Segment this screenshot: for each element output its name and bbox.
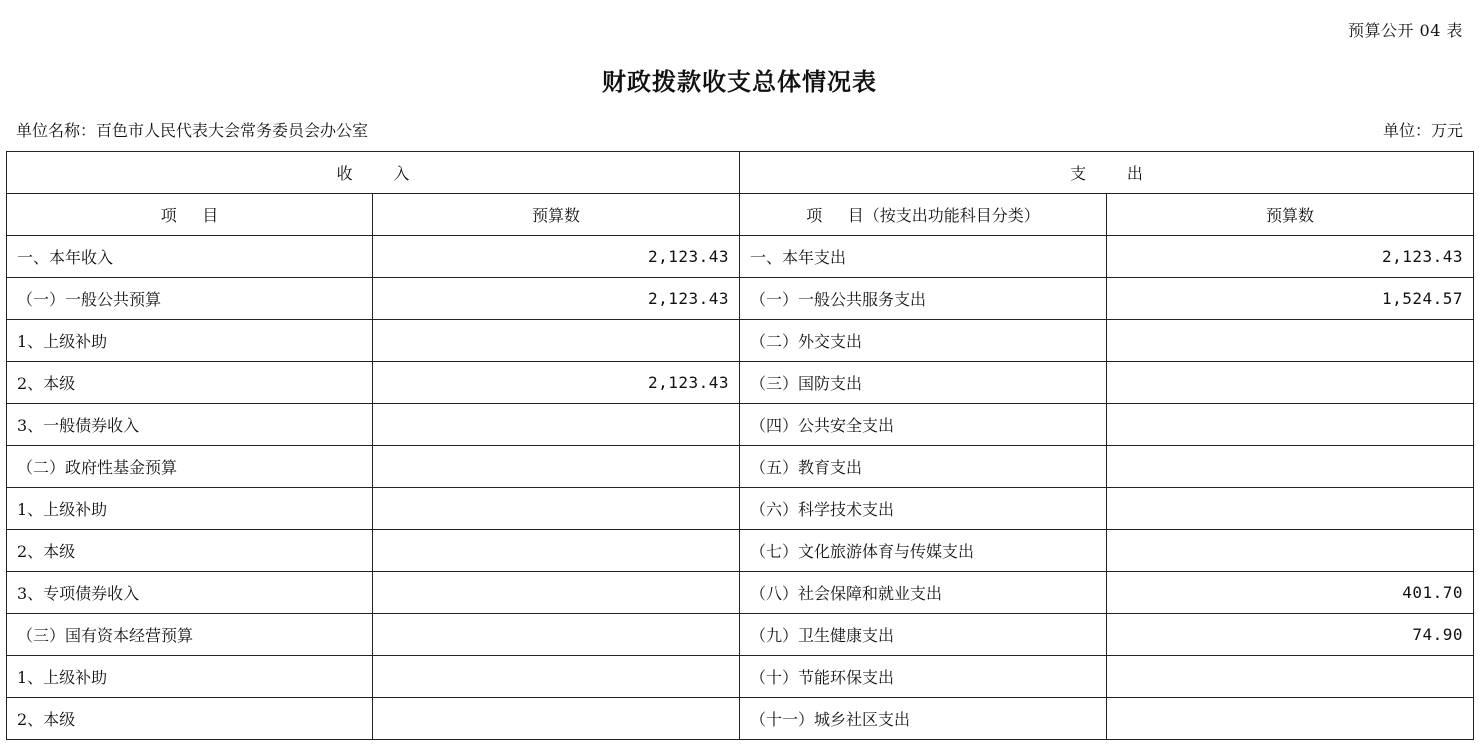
income-item-cell: 一、本年收入 [7,236,373,278]
expense-item-column-header: 项 目（按支出功能科目分类） [740,194,1107,236]
table-row [7,572,1474,614]
budget-table [6,151,1474,740]
expense-item-cell: （一）一般公共服务支出 [740,278,1107,320]
expense-item-cell: （二）外交支出 [740,320,1107,362]
expense-item-cell: 一、本年支出 [740,236,1107,278]
income-item-cell: 2、本级 [7,530,373,572]
income-item-cell: 3、一般债券收入 [7,404,373,446]
table-row [7,278,1474,320]
expense-amount-cell [1107,488,1474,530]
income-amount-cell [373,446,740,488]
expense-item-cell: （六）科学技术支出 [740,488,1107,530]
expense-item-cell: （四）公共安全支出 [740,404,1107,446]
table-row [7,320,1474,362]
expense-item-cell: （八）社会保障和就业支出 [740,572,1107,614]
income-item-cell: （一）一般公共预算 [7,278,373,320]
table-row [7,530,1474,572]
document-title: 财政拨款收支总体情况表 [602,67,877,96]
expense-amount-cell [1107,530,1474,572]
income-item-column-header: 项 目 [7,194,373,236]
income-amount-cell [373,320,740,362]
expense-amount-cell [1107,656,1474,698]
currency-unit-label: 单位：万元 [1382,121,1463,140]
expense-amount-cell: 1,524.57 [1107,278,1474,320]
expense-item-cell: （五）教育支出 [740,446,1107,488]
table-row [7,698,1474,740]
income-item-cell: 1、上级补助 [7,488,373,530]
expense-amount-column-header: 预算数 [1107,194,1474,236]
table-row [7,404,1474,446]
table-row [7,614,1474,656]
expense-amount-cell: 74.90 [1107,614,1474,656]
table-row [7,362,1474,404]
income-amount-cell [373,572,740,614]
expense-group-header: 支 出 [740,152,1474,194]
expense-amount-cell [1107,320,1474,362]
table-row [7,446,1474,488]
expense-amount-cell [1107,362,1474,404]
income-amount-cell [373,698,740,740]
income-group-header: 收 入 [7,152,740,194]
income-amount-cell [373,656,740,698]
income-amount-cell [373,530,740,572]
table-row [7,488,1474,530]
income-item-cell: 2、本级 [7,362,373,404]
income-item-cell: （二）政府性基金预算 [7,446,373,488]
table-row [7,236,1474,278]
unit-name-label: 单位名称：百色市人民代表大会常务委员会办公室 [16,121,369,140]
expense-amount-cell [1107,446,1474,488]
income-amount-cell [373,488,740,530]
income-item-cell: 1、上级补助 [7,320,373,362]
expense-amount-cell: 2,123.43 [1107,236,1474,278]
income-amount-cell: 2,123.43 [373,278,740,320]
income-item-cell: （三）国有资本经营预算 [7,614,373,656]
income-amount-cell: 2,123.43 [373,236,740,278]
income-item-cell: 1、上级补助 [7,656,373,698]
income-amount-cell [373,614,740,656]
expense-amount-cell: 401.70 [1107,572,1474,614]
expense-amount-cell [1107,698,1474,740]
income-amount-cell [373,404,740,446]
expense-item-cell: （十一）城乡社区支出 [740,698,1107,740]
income-item-cell: 2、本级 [7,698,373,740]
expense-item-cell: （十）节能环保支出 [740,656,1107,698]
income-amount-column-header: 预算数 [373,194,740,236]
income-amount-cell: 2,123.43 [373,362,740,404]
form-code-label: 预算公开 04 表 [1347,21,1463,40]
column-header-row [7,194,1474,236]
income-item-cell: 3、专项债券收入 [7,572,373,614]
expense-item-cell: （三）国防支出 [740,362,1107,404]
expense-amount-cell [1107,404,1474,446]
expense-item-cell: （九）卫生健康支出 [740,614,1107,656]
group-header-row [7,152,1474,194]
expense-item-cell: （七）文化旅游体育与传媒支出 [740,530,1107,572]
table-row [7,656,1474,698]
